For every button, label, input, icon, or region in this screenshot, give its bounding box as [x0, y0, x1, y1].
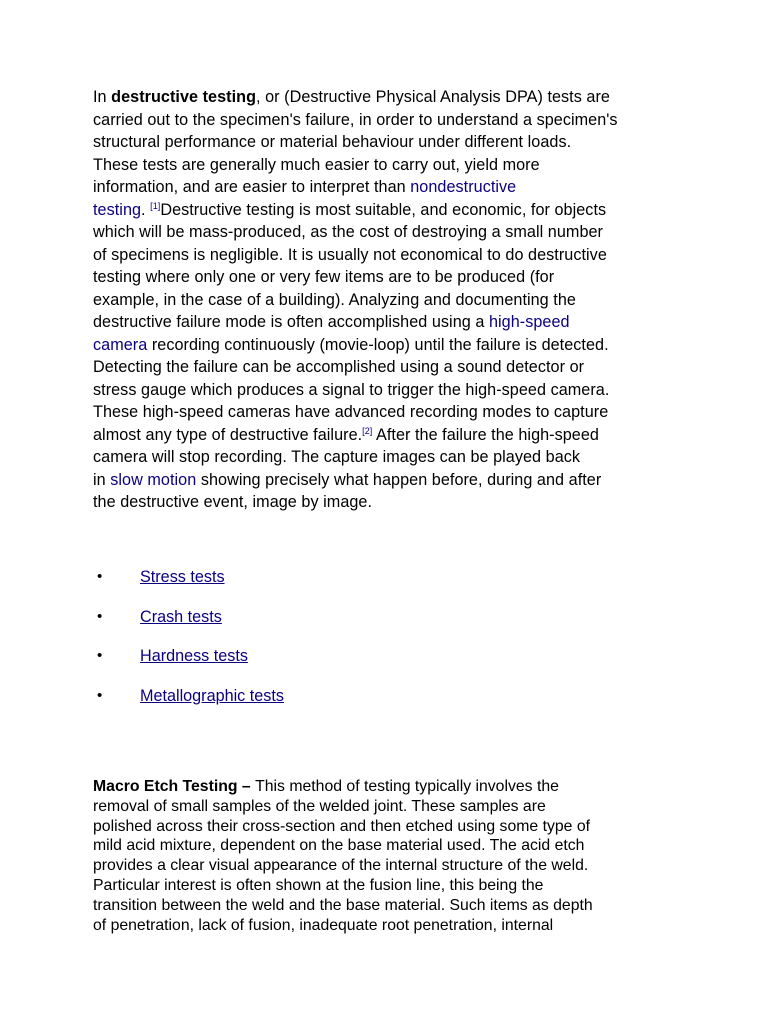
test-types-list: [93, 566, 493, 724]
text-run: This method of testing typically involves the: [255, 778, 559, 795]
link-hardness-tests[interactable]: Hardness tests: [140, 647, 248, 665]
text-line: These high-speed cameras have advanced recording modes to capture: [93, 403, 609, 421]
text-line: provides a clear visual appearance of the internal structure of the weld.: [93, 857, 589, 875]
link-nondestructive-testing-cont[interactable]: testing: [93, 200, 142, 219]
text-run: showing precisely what happen before, during and after: [196, 470, 602, 489]
text-run: recording continuously (movie-loop) until the failure is detected.: [147, 335, 609, 354]
text-run: Destructive testing is most suitable, and economic, for objects: [160, 200, 607, 219]
link-crash-tests[interactable]: Crash tests: [140, 607, 222, 626]
link-slow-motion[interactable]: slow motion: [110, 470, 197, 489]
text-line: polished across their cross-section and then etched using some type of: [93, 817, 591, 835]
text-line: the destructive event, image by image.: [93, 493, 373, 511]
text-run: in: [93, 470, 111, 489]
text-line: [93, 334, 683, 357]
bullet-icon: •: [97, 607, 103, 625]
link-nondestructive-testing[interactable]: nondestructive: [410, 178, 517, 196]
text-run: After the failure the high-speed: [372, 425, 599, 444]
text-line: of penetration, lack of fusion, inadequate root penetration, internal: [93, 916, 554, 934]
list-item: [93, 606, 493, 646]
text-line: removal of small samples of the welded joint. These samples are: [93, 797, 546, 815]
text-line: structural performance or material behaviour under different loads.: [93, 133, 572, 151]
text-run: almost any type of destructive failure.: [93, 425, 363, 444]
bullet-icon: •: [97, 686, 103, 704]
text-line: Particular interest is often shown at the fusion line, this being the: [93, 876, 544, 894]
link-high-speed-camera-cont[interactable]: camera: [93, 335, 148, 354]
bullet-icon: •: [97, 647, 103, 664]
citation-link-1[interactable]: [1]: [150, 200, 161, 211]
text-line: [93, 176, 683, 199]
text-run: information, and are easier to interpret than: [93, 178, 411, 196]
text-run: destructive failure mode is often accomplished using a: [93, 313, 489, 331]
text-line: [93, 86, 683, 109]
text-line: mild acid mixture, dependent on the base material used. The acid etch: [93, 837, 585, 855]
text-line: [93, 424, 683, 447]
text-line: These tests are generally much easier to carry out, yield more: [93, 155, 540, 174]
text-run: , or (Destructive Physical Analysis DPA) tests are: [256, 88, 610, 106]
text-line: stress gauge which produces a signal to trigger the high-speed camera.: [93, 380, 610, 399]
bullet-icon: •: [97, 568, 103, 585]
section-heading: Macro Etch Testing –: [93, 778, 256, 795]
text-line: camera will stop recording. The capture images can be played back: [93, 448, 581, 466]
text-line: of specimens is negligible. It is usually not economical to do destructive: [93, 245, 607, 264]
list-item: [93, 566, 493, 606]
text-line: [93, 311, 683, 334]
macro-etch-paragraph: [93, 777, 693, 935]
text-line: [93, 199, 683, 222]
link-metallographic-tests[interactable]: Metallographic tests: [140, 686, 284, 705]
text-run: In: [93, 88, 112, 106]
text-run: .: [141, 200, 151, 219]
intro-paragraph: [93, 86, 683, 514]
link-stress-tests[interactable]: Stress tests: [140, 568, 225, 586]
citation-link-2[interactable]: [2]: [362, 425, 373, 436]
bold-term: destructive testing: [111, 88, 257, 106]
link-high-speed-camera[interactable]: high-speed: [488, 313, 570, 331]
list-item: [93, 685, 493, 725]
text-line: [93, 469, 683, 492]
text-line: example, in the case of a building). Analyzing and documenting the: [93, 290, 576, 309]
text-line: carried out to the specimen's failure, in order to understand a specimen's: [93, 110, 618, 129]
list-item: [93, 645, 493, 685]
text-line: which will be mass-produced, as the cost of destroying a small number: [93, 223, 603, 241]
text-line: transition between the weld and the base material. Such items as depth: [93, 896, 593, 914]
text-line: Detecting the failure can be accomplished using a sound detector or: [93, 358, 585, 376]
text-line: [93, 777, 693, 797]
text-line: testing where only one or very few items are to be produced (for: [93, 268, 555, 286]
